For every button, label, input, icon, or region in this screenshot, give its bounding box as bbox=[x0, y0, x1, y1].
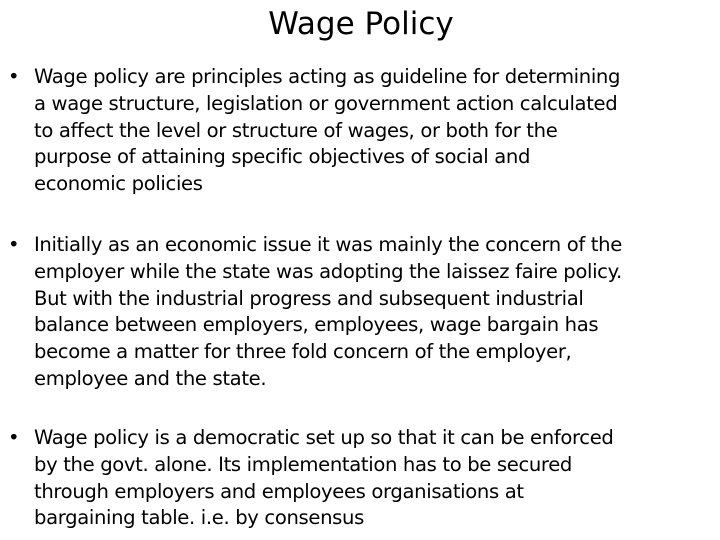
bullet-item bbox=[8, 64, 714, 198]
bullet-marker: • bbox=[8, 233, 20, 256]
bullet-text: Wage policy are principles acting as guideline for determining a wage structure, legislation or government action calculated to affect the level or structure of wages, or both for the purpose of attaining specific objectives of social and economic policies bbox=[34, 65, 621, 196]
bullet-item bbox=[8, 425, 714, 532]
bullet-marker: • bbox=[8, 65, 20, 88]
bullet-text: Initially as an economic issue it was mainly the concern of the employer while the state was adopting the laissez faire policy. But with the industrial progress and subsequent industrial balance between employers, employees, wage bargain has become a matter for three fold concern of the employer, employee and the state. bbox=[34, 233, 622, 390]
bullet-marker: • bbox=[8, 426, 20, 449]
bullet-item bbox=[8, 232, 714, 393]
bullet-text: Wage policy is a democratic set up so that it can be enforced by the govt. alone. Its implementation has to be secured through employers and employees organisations at bargaining table. i.e. by consensus bbox=[34, 426, 614, 530]
slide-title: Wage Policy bbox=[268, 6, 454, 42]
